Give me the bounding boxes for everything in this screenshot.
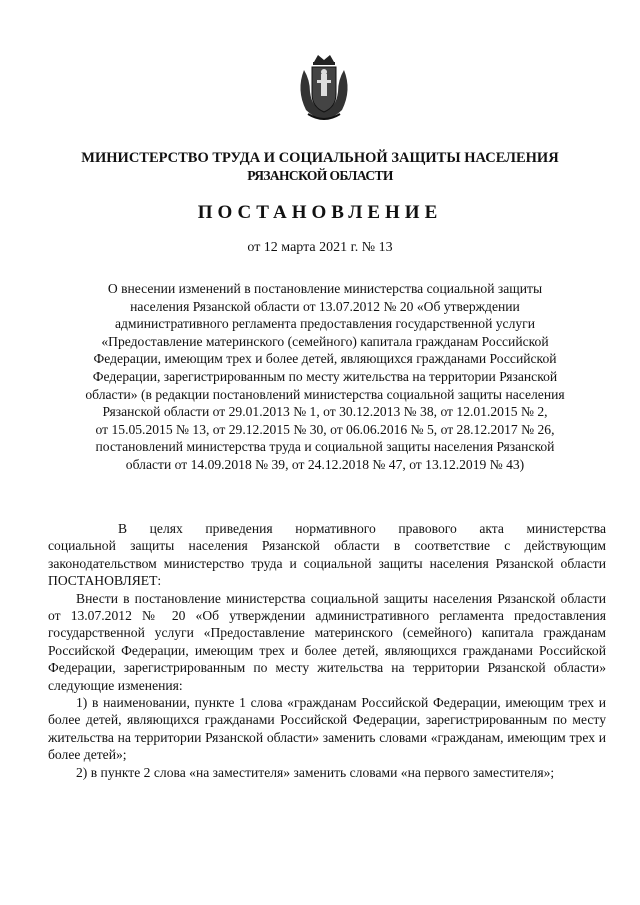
document-body — [48, 520, 606, 781]
ministry-name-line1: МИНИСТЕРСТВО ТРУДА И СОЦИАЛЬНОЙ ЗАЩИТЫ НАСЕЛЕНИЯ — [81, 150, 559, 166]
document-subject: О внесении изменений в постановление министерства социальной защиты населения Рязанской области от 13.07.2012 № 20 «Об утверждении административного регламента предоставления государственной услуги «Предоставление материнского (семейного) капитала гражданам Российской Федерации, имеющим трех и более детей, являющихся гражданами Российской Федерации, зарегистрированным по месту жительства на территории Рязанской области» (в редакции постановлений министерства социальной защиты населения Рязанской области от 29.01.2013 № 1, от 30.12.2013 № 38, от 12.01.2015 № 2, от 15.05.2015 № 13, от 29.12.2015 № 30, от 06.06.2016 № 5, от 28.12.2017 № 26, постановлений министерства труда и социальной защиты населения Рязанской области от 14.09.2018 № 39, от 24.12.2018 № 47, от 13.12.2019 № 43) — [85, 281, 565, 472]
amendment-item-2: 2) в пункте 2 слова «на заместителя» заменить словами «на первого заместителя»; — [76, 764, 555, 780]
amendment-item-1: 1) в наименовании, пункте 1 слова «гражданам Российской Федерации, имеющим трех и более детей, являющихся гражданами Российской Федерации, зарегистрированным по месту жительства на территории Рязанской области» заменить словами «гражданам, имеющим трех и более детей»; — [48, 695, 606, 763]
document-date-number: от 12 марта 2021 г. № 13 — [247, 240, 393, 255]
document-type-title: ПОСТАНОВЛЕНИЕ — [197, 202, 443, 223]
amendment-paragraph: Внести в постановление министерства социальной защиты населения Рязанской области от 13.07.2012 № 20 «Об утверждении административного регламента предоставления государственной услуги «Предоставление материнского (семейного) капитала гражданам Российской Федерации, имеющим трех и более детей, являющихся гражданами Российской Федерации, зарегистрированным по месту жительства на территории Рязанской области» следующие изменения: — [48, 590, 606, 693]
intro-rest: социальной защиты населения Рязанской области в соответствие с действующим законодательством министерство труда и социальной защиты населения Рязанской области ПОСТАНОВЛЯЕТ: — [48, 538, 606, 589]
intro-first-line: В целях приведения нормативного правового акта министерства — [118, 521, 606, 536]
intro-paragraph — [48, 520, 606, 590]
ministry-name-line2: РЯЗАНСКОЙ ОБЛАСТИ — [247, 168, 393, 183]
coat-of-arms-emblem — [294, 52, 354, 122]
